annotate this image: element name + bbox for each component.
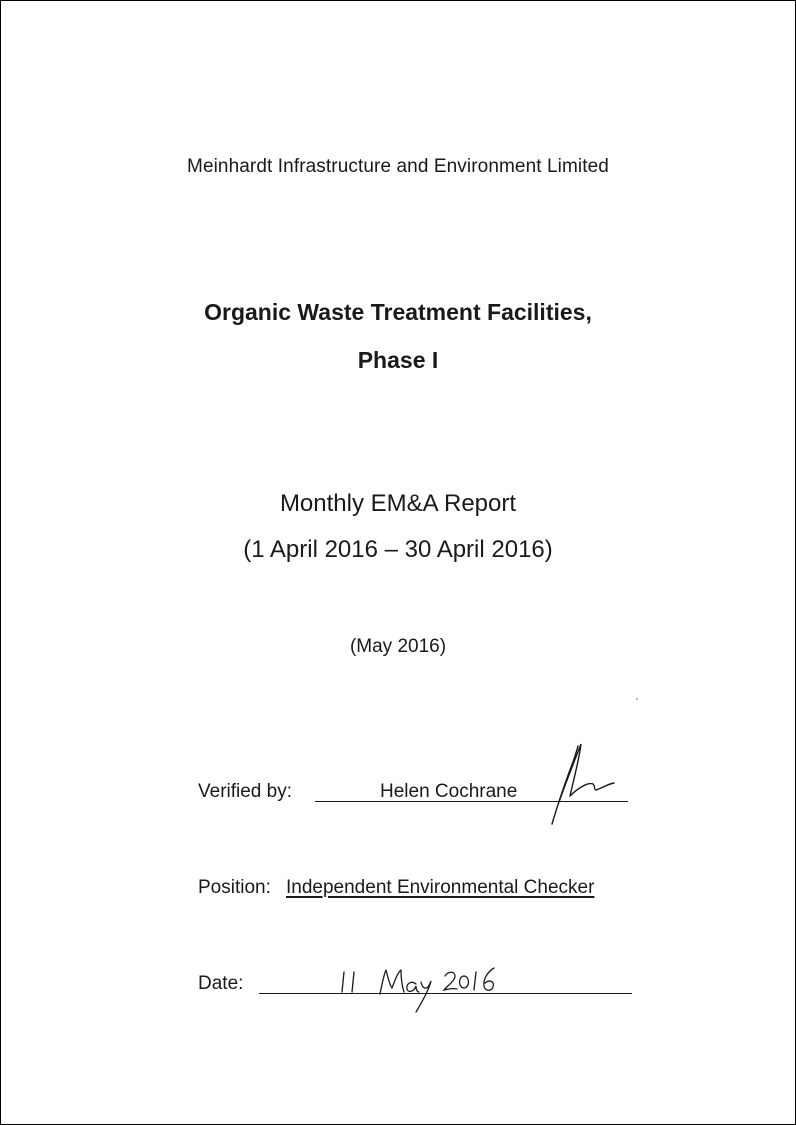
report-period: (1 April 2016 – 30 April 2016) xyxy=(243,536,553,563)
position-label: Position: xyxy=(198,877,271,898)
position-value: Independent Environmental Checker xyxy=(286,877,595,898)
verifier-name: Helen Cochrane xyxy=(380,781,518,802)
company-name: Meinhardt Infrastructure and Environment Limited xyxy=(187,156,609,177)
signature-mark xyxy=(548,738,624,830)
scan-speck xyxy=(636,698,638,700)
report-title: Monthly EM&A Report xyxy=(279,490,517,517)
date-label: Date: xyxy=(198,973,244,994)
handwritten-date xyxy=(334,962,504,1018)
report-date: (May 2016) xyxy=(349,636,447,657)
project-phase: Phase I xyxy=(357,347,439,373)
project-title: Organic Waste Treatment Facilities, xyxy=(204,299,592,325)
verified-by-label: Verified by: xyxy=(198,781,292,802)
